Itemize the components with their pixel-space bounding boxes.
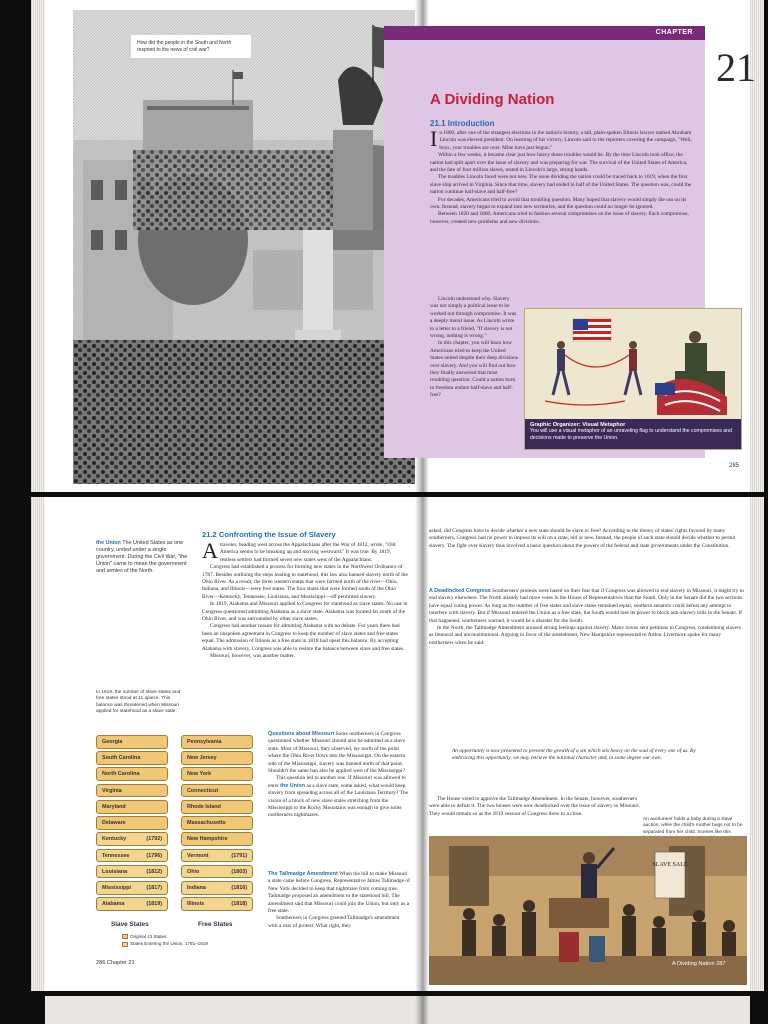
state-name: Massachusetts	[187, 820, 226, 827]
chapter-label: CHAPTER	[655, 29, 693, 36]
glossary-definition: The United States as one country, united under a single government. During the Civil War, "the Union" came to mean the government and armies of the North.	[96, 540, 188, 574]
body-paragraph: Southerners in Congress greeted Tallmadge's amendment with a roar of protest. What right, they	[268, 915, 400, 929]
body-paragraph: A Deadlocked Congress Southerners' protests were based on their fear that if Congress was allowed to end slavery in Missouri, it might try to end slavery elsewhere. The North already had more votes in the House of Representatives than the South. Only in the Senate did the two sections have equal voting power. As long as the number of free states and slave states remained equal, southern senators could defeat any attempt to interfere with slavery. But if Missouri entered the Union as a free state, the South would lose its power to block anti-slavery bills in the Senate. If that happened, southerners warned, it would be a disaster for the South.	[429, 588, 744, 624]
state-name: Delaware	[102, 820, 126, 827]
chapter-number: 21	[716, 45, 756, 90]
state-box-connecticut	[181, 784, 253, 798]
state-name: Tennessee	[102, 852, 130, 859]
unraveling-flag-illustration	[525, 309, 742, 421]
chapter-title: A Dividing Nation	[430, 91, 555, 108]
state-admission-year: (1803)	[231, 868, 247, 875]
legend-swatch	[122, 934, 128, 939]
state-name: Indiana	[187, 885, 206, 892]
questions-about-missouri	[268, 731, 410, 820]
chapter-band	[384, 26, 705, 40]
organizer-title: Graphic Organizer: Visual Metaphor	[530, 422, 626, 428]
state-box-virginia	[96, 784, 168, 798]
intro-paragraph: In this chapter, you will learn how Americans tried to keep the United States united despite their deep divisions over slavery. And you will find out how they finally answered that most troubling question: Could a nation born in freedom endure half-slave and half-free?	[430, 340, 518, 399]
next-spread-edge	[45, 996, 750, 1024]
legend-swatch	[122, 942, 128, 947]
page-edges-left	[31, 497, 45, 991]
subheading: A Deadlocked Congress	[429, 588, 491, 594]
state-name: Louisiana	[102, 868, 128, 875]
tallmadge-amendment	[268, 871, 410, 930]
intro-paragraph: Lincoln understood why. Slavery was not simply a political issue to be worked out through compromise. It was a deeply moral issue. As Lincoln wrote to a letter to a friend, "If slavery is not wrong, nothing is wrong."	[430, 296, 517, 340]
states-rights-paragraph	[429, 528, 745, 550]
state-box-kentucky	[96, 832, 168, 846]
body-paragraph: In 1819, Alabama and Missouri applied to Congress for statehood as slave states. No one in Congress questioned admitting Alabama as a slave state. Alabama was located far south of the Ohio River, and was surrounded by other slave states.	[202, 601, 408, 623]
state-admission-year: (1819)	[146, 901, 162, 908]
slave-sale-sign: SLAVE SALE	[652, 862, 688, 868]
legend-original: Original 13 States	[122, 933, 208, 940]
intro-paragraph: Within a few weeks, it became clear just how heavy those troubles would be. By the time Lincoln took office, the nation had split apart over the issue of slavery and was preparing for war. The survival of the United States of America, and the fate of four million slaves, rested in Lincoln's large, strong hands.	[430, 152, 688, 174]
body-paragraph: In the North, the Tallmadge Amendment aroused strong feelings against slavery. Many towns sent petitions to Congress, condemning slavery as immoral and unconstitutional. Arguing in favor of the amendment, New Hampshire representative Arthur Livermore spoke for many northerners when he said:	[429, 625, 742, 646]
spine-gutter	[415, 996, 429, 1024]
intro-paragraph: For decades, Americans tried to avoid that troubling question. Many hoped that slavery would simply die out on its own. Instead, slavery began to expand into new territories, and the question could no longer be ignored.	[430, 196, 687, 211]
intro-body	[430, 126, 694, 226]
civil-war-engraving	[73, 10, 415, 484]
state-name: Rhode Island	[187, 803, 221, 810]
body-paragraph: asked, did Congress have to decide whether a new state should be slave or free? According to the theory of states' rights favored by many southerners, Congress had no power to impose its will on a state, old or new. Instead, the people of each state should decide whether to permit slavery. The fight over slavery thus involved a basic question about the powers of the federal and state governments under the Constitution.	[429, 528, 736, 549]
body-paragraph: This question led to another one. If Missouri was allowed to enter the Union as a slave state, some asked, what would keep slavery from spreading across all of the Louisiana Territory? The vision of a block of new slave states stretching from the Mississippi to the Rocky Mountains was enough to give some northerners nightmares.	[268, 775, 408, 819]
subheading: The Tallmadge Amendment	[268, 871, 338, 877]
left-page-footer: 286 Chapter 21	[96, 960, 135, 966]
body-paragraph: Congress had established a process for forming new states in the Northwest Ordinance of 1787. Besides outlining the steps leading to statehood, this law also banned slavery north of the Ohio River. As a result, the three western states that were formed north of the river—Ohio, Indiana, and Illinois—were free states. The four states that were formed south of the Ohio River—Kentucky, Tennessee, Louisiana, and Mississippi—off permitted slavery.	[202, 564, 408, 600]
glossary-link-the-union: the Union	[280, 782, 305, 789]
state-box-indiana	[181, 881, 253, 895]
state-name: North Carolina	[102, 771, 140, 778]
state-box-ohio	[181, 865, 253, 879]
legend-entering: States Entering the Union, 1791–1819	[122, 940, 208, 947]
state-name: Georgia	[102, 739, 123, 745]
state-name: Pennsylvania	[187, 739, 222, 745]
state-box-rhode-island	[181, 800, 253, 814]
intro-paragraph: In 1860, after one of the strangest elections in the nation's history, a tall, plain-spoken Illinois lawyer named Abraham Lincoln was elected president. On learning of his victory, Lincoln said to the reporters covering the campaign, "Well, boys, your troubles are over. Mine have just begun."	[430, 126, 692, 151]
page-edges-left	[31, 0, 45, 492]
deadlocked-congress	[429, 588, 745, 647]
state-admission-year: (1791)	[231, 852, 247, 859]
state-box-illinois	[181, 897, 253, 911]
state-box-new-jersey	[181, 751, 253, 765]
confront-heading: 21.2 Confronting the Issue of Slavery	[202, 530, 336, 539]
state-admission-year: (1792)	[146, 836, 162, 843]
state-box-new-hampshire	[181, 832, 253, 846]
state-box-south-carolina	[96, 751, 168, 765]
confront-body	[202, 538, 408, 661]
glossary-term: the Union	[96, 540, 121, 546]
slave-states-column	[96, 735, 168, 914]
body-paragraph: Congress had another reason for admitting Alabama with no debate. For years there had been an unspoken agreement in Congress to keep the number of slave states and free states equal. The admission of Illinois as a free state in 1818 had upset this balance. By accepting Alabama with slavery, Congress was able to restore the balance between slave and free states.	[202, 623, 405, 652]
drop-cap: I	[430, 126, 438, 151]
organizer-caption	[525, 419, 741, 449]
state-name: Ohio	[187, 868, 200, 875]
right-page-footer: A Dividing Nation 287	[672, 961, 726, 967]
subheading: Questions about Missouri	[268, 731, 335, 737]
body-paragraph: Missouri, however, was another matter.	[210, 653, 295, 660]
body-paragraph: The House voted to approve the Tallmadge Amendment. In the Senate, however, southerners were able to defeat it. The two houses were now deadlocked over the issue of slavery in Missouri. They would remain so as the 1819 session of Congress drew to a close.	[429, 796, 641, 817]
state-box-new-york	[181, 767, 253, 781]
state-name: Virginia	[102, 787, 122, 794]
auction-caption: An auctioneer holds a baby during a slave auction, while the child's mother begs not to be separated from her child. Scenes like this	[643, 817, 743, 835]
state-name: Mississippi	[102, 885, 132, 892]
slave-states-title: Slave States	[111, 921, 149, 928]
engraving-illustration	[73, 10, 415, 484]
state-box-vermont	[181, 849, 253, 863]
organizer-text: You will use a visual metaphor of an unraveling flag to understand the compromises and decisions made to preserve the Union.	[530, 428, 732, 441]
page-edges-right	[750, 497, 764, 991]
page-number-right-top: 285	[729, 463, 740, 469]
state-admission-year: (1816)	[231, 885, 247, 892]
state-admission-year: (1796)	[146, 852, 162, 859]
state-name: Kentucky	[102, 836, 127, 843]
state-name: New Jersey	[187, 755, 217, 762]
state-admission-year: (1812)	[146, 868, 162, 875]
state-box-delaware	[96, 816, 168, 830]
drop-cap: A	[202, 538, 218, 563]
state-box-louisiana	[96, 865, 168, 879]
intro-narrow-column	[430, 296, 518, 400]
state-box-alabama	[96, 897, 168, 911]
state-box-north-carolina	[96, 767, 168, 781]
state-name: Alabama	[102, 901, 125, 908]
state-name: Illinois	[187, 901, 205, 908]
state-box-pennsylvania	[181, 735, 253, 749]
state-box-mississippi	[96, 881, 168, 895]
state-box-georgia	[96, 735, 168, 749]
state-admission-year: (1817)	[146, 885, 162, 892]
free-states-column	[181, 735, 253, 914]
state-admission-year: (1818)	[231, 901, 247, 908]
house-vote-paragraph	[429, 796, 641, 818]
intro-paragraph: The troubles Lincoln faced were not new. The issue dividing the nation could be traced back to 1619, when the first slave ship arrived in Virginia. Since that time, slavery had ended in half of the United States. The question was, could the nation continue half-slave and half-free?	[430, 174, 692, 196]
glossary-the-union	[96, 540, 188, 575]
livermore-quote: An opportunity is now presented to prevent the growth of a sin which sits heavy on the soul of every one of us. By embracing this opportunity, we may retrieve the national character and, in some degree our own.	[452, 748, 696, 762]
state-name: New York	[187, 771, 212, 778]
intro-heading: 21.1 Introduction	[430, 119, 495, 128]
chart-legend	[122, 933, 208, 948]
spine-gutter	[415, 497, 429, 991]
state-name: South Carolina	[102, 755, 141, 762]
graphic-organizer	[524, 308, 742, 450]
chart-caption: In 1819, the number of slave states and free states stood at 11 apiece. This balance was threatened when Missouri applied for statehood as a slave state.	[96, 690, 181, 715]
state-name: Vermont	[187, 852, 209, 859]
state-box-maryland	[96, 800, 168, 814]
body-paragraph: Questions about Missouri Some northerners in Congress questioned whether Missouri should also be admitted as a slave state. Most of Missouri, they observed, lay north of the point where the Ohio River flows into the Mississippi. On the eastern side of the Mississippi, slavery was banned north of that point. Shouldn't the same ban also be applied west of the Mississippi?	[268, 731, 406, 775]
body-paragraph: The Tallmadge Amendment When the bill to make Missouri a state came before Congress, Representative James Tallmadge of New York decided to keep that nightmare from coming true. Tallmadge proposed an amendment to the statehood bill. The amendment said that Missouri could join the Union, but only as a free state.	[268, 871, 410, 915]
state-box-massachusetts	[181, 816, 253, 830]
photo-question: How did the people in the South and North respond to the news of civil war?	[131, 35, 251, 58]
state-name: Connecticut	[187, 787, 219, 794]
state-name: Maryland	[102, 803, 126, 810]
state-name: New Hampshire	[187, 836, 228, 843]
body-paragraph: Atraveler, heading west across the Appalachians after the War of 1812, wrote, "Old America seems to be breaking up and moving westward." It was true. By 1819, restless settlers had formed seven new states west of the Appalachians.	[202, 538, 396, 563]
free-states-title: Free States	[198, 921, 233, 928]
state-box-tennessee	[96, 849, 168, 863]
intro-paragraph: Between 1820 and 1860, Americans tried to fashion several compromises on the issue of slavery. Each compromise, however, created new problems and new divisions.	[430, 211, 689, 225]
